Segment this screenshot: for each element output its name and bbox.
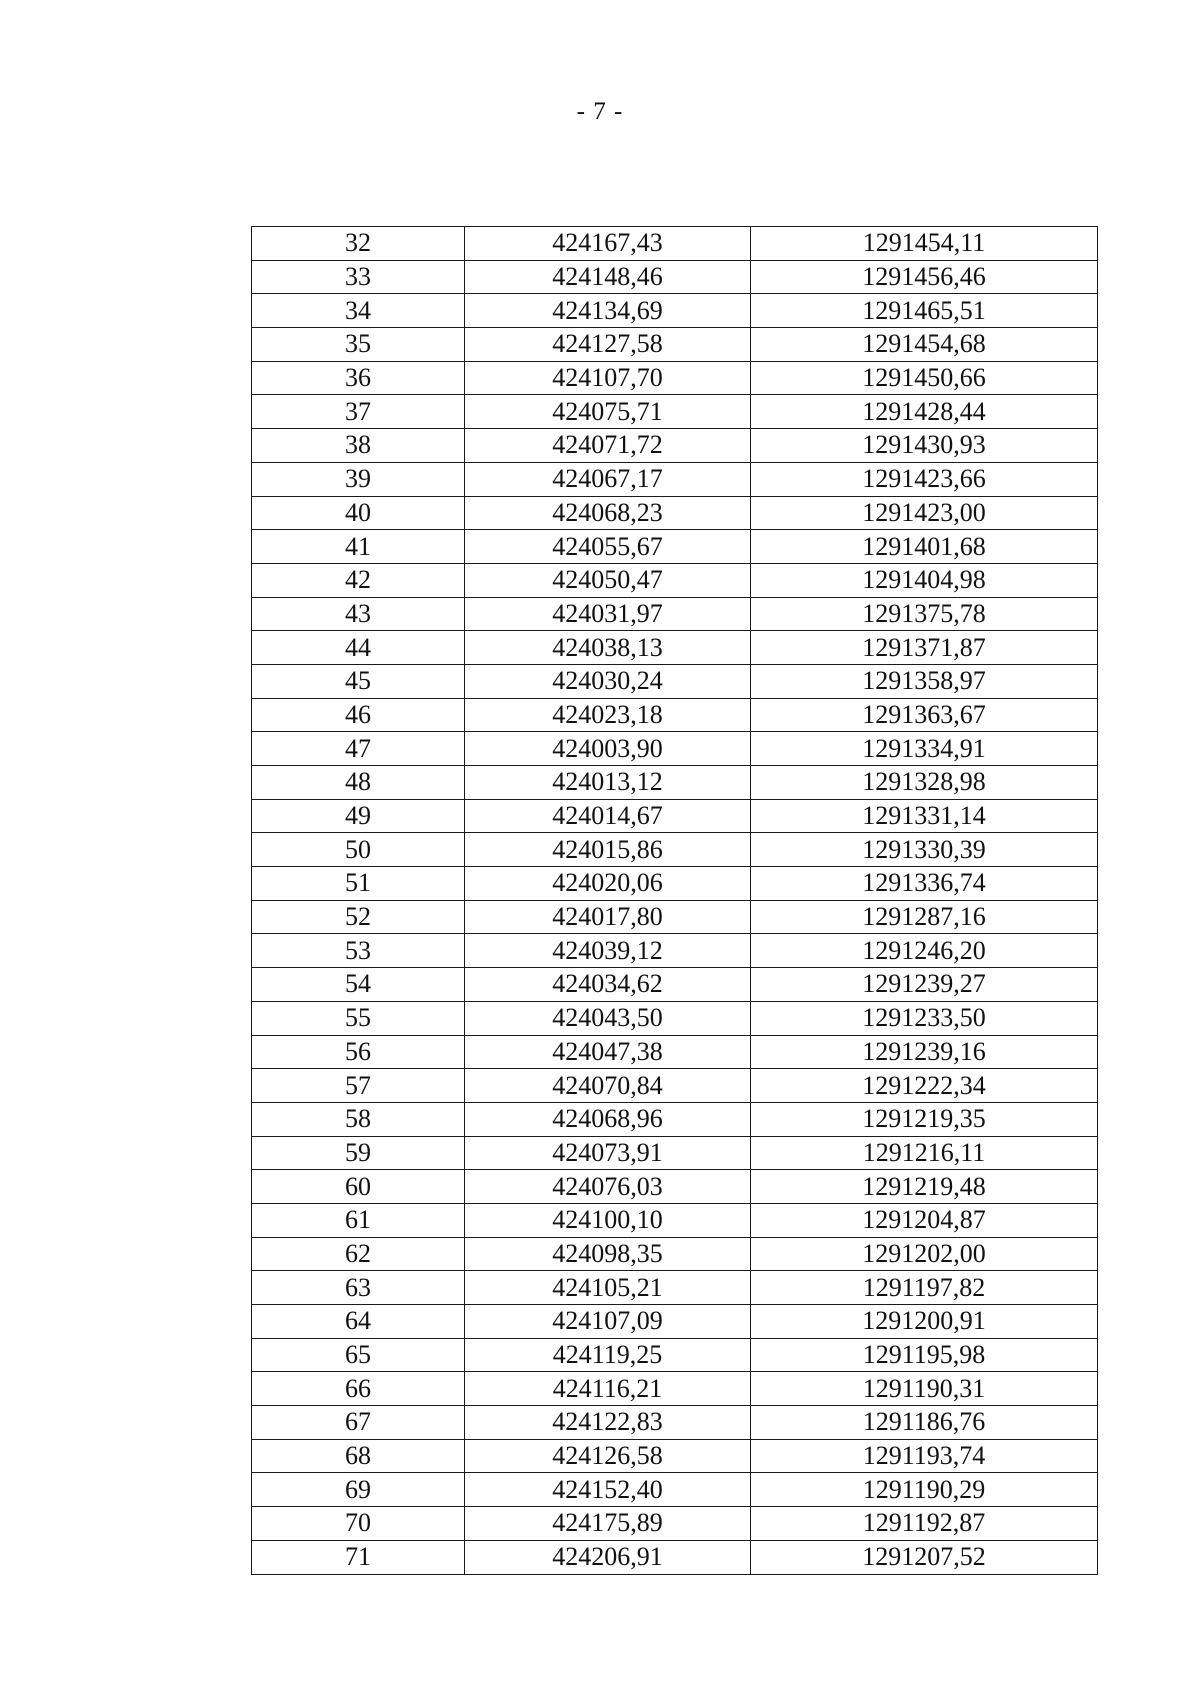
y-coordinate-cell: 1291222,34	[751, 1069, 1098, 1103]
x-coordinate-cell: 424127,58	[465, 328, 751, 362]
x-coordinate-cell: 424167,43	[465, 227, 751, 261]
table-row	[252, 1136, 1098, 1170]
x-coordinate-cell: 424134,69	[465, 294, 751, 328]
y-coordinate-cell: 1291202,00	[751, 1237, 1098, 1271]
x-coordinate-cell: 424071,72	[465, 429, 751, 463]
point-number-cell: 48	[252, 766, 465, 800]
y-coordinate-cell: 1291207,52	[751, 1540, 1098, 1574]
y-coordinate-cell: 1291200,91	[751, 1305, 1098, 1339]
coordinates-table-body	[252, 227, 1098, 1575]
table-row	[252, 597, 1098, 631]
point-number-cell: 67	[252, 1406, 465, 1440]
page-number: - 7 -	[576, 98, 624, 125]
point-number-cell: 44	[252, 631, 465, 665]
point-number-cell: 57	[252, 1069, 465, 1103]
table-row	[252, 968, 1098, 1002]
point-number-cell: 45	[252, 664, 465, 698]
y-coordinate-cell: 1291428,44	[751, 395, 1098, 429]
y-coordinate-cell: 1291190,29	[751, 1473, 1098, 1507]
x-coordinate-cell: 424017,80	[465, 900, 751, 934]
x-coordinate-cell: 424073,91	[465, 1136, 751, 1170]
point-number-cell: 35	[252, 328, 465, 362]
x-coordinate-cell: 424122,83	[465, 1406, 751, 1440]
y-coordinate-cell: 1291358,97	[751, 664, 1098, 698]
table-row	[252, 664, 1098, 698]
table-row	[252, 1305, 1098, 1339]
point-number-cell: 34	[252, 294, 465, 328]
point-number-cell: 51	[252, 867, 465, 901]
table-row	[252, 799, 1098, 833]
point-number-cell: 46	[252, 698, 465, 732]
table-row	[252, 833, 1098, 867]
table-row	[252, 429, 1098, 463]
point-number-cell: 36	[252, 361, 465, 395]
x-coordinate-cell: 424126,58	[465, 1439, 751, 1473]
y-coordinate-cell: 1291330,39	[751, 833, 1098, 867]
x-coordinate-cell: 424098,35	[465, 1237, 751, 1271]
x-coordinate-cell: 424107,09	[465, 1305, 751, 1339]
point-number-cell: 60	[252, 1170, 465, 1204]
table-row	[252, 530, 1098, 564]
point-number-cell: 70	[252, 1507, 465, 1541]
x-coordinate-cell: 424039,12	[465, 934, 751, 968]
x-coordinate-cell: 424068,23	[465, 496, 751, 530]
point-number-cell: 62	[252, 1237, 465, 1271]
point-number-cell: 50	[252, 833, 465, 867]
y-coordinate-cell: 1291192,87	[751, 1507, 1098, 1541]
x-coordinate-cell: 424105,21	[465, 1271, 751, 1305]
point-number-cell: 53	[252, 934, 465, 968]
y-coordinate-cell: 1291375,78	[751, 597, 1098, 631]
table-row	[252, 227, 1098, 261]
y-coordinate-cell: 1291190,31	[751, 1372, 1098, 1406]
table-row	[252, 1203, 1098, 1237]
table-row	[252, 1507, 1098, 1541]
y-coordinate-cell: 1291363,67	[751, 698, 1098, 732]
table-row	[252, 1069, 1098, 1103]
x-coordinate-cell: 424152,40	[465, 1473, 751, 1507]
table-row	[252, 361, 1098, 395]
point-number-cell: 42	[252, 563, 465, 597]
y-coordinate-cell: 1291450,66	[751, 361, 1098, 395]
x-coordinate-cell: 424047,38	[465, 1035, 751, 1069]
table-row	[252, 563, 1098, 597]
point-number-cell: 71	[252, 1540, 465, 1574]
table-row	[252, 1473, 1098, 1507]
table-row	[252, 1271, 1098, 1305]
x-coordinate-cell: 424055,67	[465, 530, 751, 564]
y-coordinate-cell: 1291239,16	[751, 1035, 1098, 1069]
point-number-cell: 55	[252, 1001, 465, 1035]
y-coordinate-cell: 1291331,14	[751, 799, 1098, 833]
y-coordinate-cell: 1291334,91	[751, 732, 1098, 766]
point-number-cell: 39	[252, 462, 465, 496]
y-coordinate-cell: 1291195,98	[751, 1338, 1098, 1372]
x-coordinate-cell: 424050,47	[465, 563, 751, 597]
x-coordinate-cell: 424034,62	[465, 968, 751, 1002]
x-coordinate-cell: 424020,06	[465, 867, 751, 901]
y-coordinate-cell: 1291454,11	[751, 227, 1098, 261]
x-coordinate-cell: 424070,84	[465, 1069, 751, 1103]
y-coordinate-cell: 1291328,98	[751, 766, 1098, 800]
y-coordinate-cell: 1291186,76	[751, 1406, 1098, 1440]
point-number-cell: 38	[252, 429, 465, 463]
y-coordinate-cell: 1291219,48	[751, 1170, 1098, 1204]
point-number-cell: 40	[252, 496, 465, 530]
x-coordinate-cell: 424015,86	[465, 833, 751, 867]
y-coordinate-cell: 1291336,74	[751, 867, 1098, 901]
table-row	[252, 1338, 1098, 1372]
x-coordinate-cell: 424038,13	[465, 631, 751, 665]
point-number-cell: 54	[252, 968, 465, 1002]
x-coordinate-cell: 424076,03	[465, 1170, 751, 1204]
y-coordinate-cell: 1291465,51	[751, 294, 1098, 328]
point-number-cell: 47	[252, 732, 465, 766]
table-row	[252, 934, 1098, 968]
y-coordinate-cell: 1291239,27	[751, 968, 1098, 1002]
y-coordinate-cell: 1291423,66	[751, 462, 1098, 496]
table-row	[252, 1170, 1098, 1204]
table-row	[252, 732, 1098, 766]
x-coordinate-cell: 424030,24	[465, 664, 751, 698]
y-coordinate-cell: 1291287,16	[751, 900, 1098, 934]
point-number-cell: 61	[252, 1203, 465, 1237]
y-coordinate-cell: 1291219,35	[751, 1102, 1098, 1136]
y-coordinate-cell: 1291423,00	[751, 496, 1098, 530]
x-coordinate-cell: 424013,12	[465, 766, 751, 800]
x-coordinate-cell: 424075,71	[465, 395, 751, 429]
table-row	[252, 1035, 1098, 1069]
table-row	[252, 1102, 1098, 1136]
table-row	[252, 462, 1098, 496]
point-number-cell: 68	[252, 1439, 465, 1473]
x-coordinate-cell: 424003,90	[465, 732, 751, 766]
y-coordinate-cell: 1291216,11	[751, 1136, 1098, 1170]
x-coordinate-cell: 424119,25	[465, 1338, 751, 1372]
table-row	[252, 294, 1098, 328]
y-coordinate-cell: 1291233,50	[751, 1001, 1098, 1035]
point-number-cell: 33	[252, 260, 465, 294]
table-row	[252, 260, 1098, 294]
y-coordinate-cell: 1291404,98	[751, 563, 1098, 597]
x-coordinate-cell: 424068,96	[465, 1102, 751, 1136]
y-coordinate-cell: 1291430,93	[751, 429, 1098, 463]
coordinates-table	[251, 226, 1098, 1575]
table-row	[252, 867, 1098, 901]
point-number-cell: 64	[252, 1305, 465, 1339]
x-coordinate-cell: 424116,21	[465, 1372, 751, 1406]
table-row	[252, 328, 1098, 362]
table-row	[252, 1372, 1098, 1406]
table-row	[252, 1237, 1098, 1271]
point-number-cell: 59	[252, 1136, 465, 1170]
point-number-cell: 58	[252, 1102, 465, 1136]
x-coordinate-cell: 424107,70	[465, 361, 751, 395]
x-coordinate-cell: 424067,17	[465, 462, 751, 496]
point-number-cell: 69	[252, 1473, 465, 1507]
x-coordinate-cell: 424100,10	[465, 1203, 751, 1237]
table-row	[252, 1001, 1098, 1035]
point-number-cell: 37	[252, 395, 465, 429]
point-number-cell: 66	[252, 1372, 465, 1406]
point-number-cell: 65	[252, 1338, 465, 1372]
table-row	[252, 395, 1098, 429]
y-coordinate-cell: 1291204,87	[751, 1203, 1098, 1237]
point-number-cell: 52	[252, 900, 465, 934]
y-coordinate-cell: 1291193,74	[751, 1439, 1098, 1473]
x-coordinate-cell: 424175,89	[465, 1507, 751, 1541]
y-coordinate-cell: 1291456,46	[751, 260, 1098, 294]
table-row	[252, 631, 1098, 665]
x-coordinate-cell: 424023,18	[465, 698, 751, 732]
table-row	[252, 1439, 1098, 1473]
y-coordinate-cell: 1291371,87	[751, 631, 1098, 665]
point-number-cell: 32	[252, 227, 465, 261]
table-row	[252, 766, 1098, 800]
y-coordinate-cell: 1291454,68	[751, 328, 1098, 362]
y-coordinate-cell: 1291246,20	[751, 934, 1098, 968]
point-number-cell: 41	[252, 530, 465, 564]
table-row	[252, 900, 1098, 934]
table-row	[252, 1540, 1098, 1574]
x-coordinate-cell: 424206,91	[465, 1540, 751, 1574]
x-coordinate-cell: 424014,67	[465, 799, 751, 833]
point-number-cell: 49	[252, 799, 465, 833]
point-number-cell: 63	[252, 1271, 465, 1305]
x-coordinate-cell: 424031,97	[465, 597, 751, 631]
x-coordinate-cell: 424148,46	[465, 260, 751, 294]
point-number-cell: 43	[252, 597, 465, 631]
table-row	[252, 698, 1098, 732]
y-coordinate-cell: 1291197,82	[751, 1271, 1098, 1305]
point-number-cell: 56	[252, 1035, 465, 1069]
x-coordinate-cell: 424043,50	[465, 1001, 751, 1035]
y-coordinate-cell: 1291401,68	[751, 530, 1098, 564]
table-row	[252, 1406, 1098, 1440]
table-row	[252, 496, 1098, 530]
